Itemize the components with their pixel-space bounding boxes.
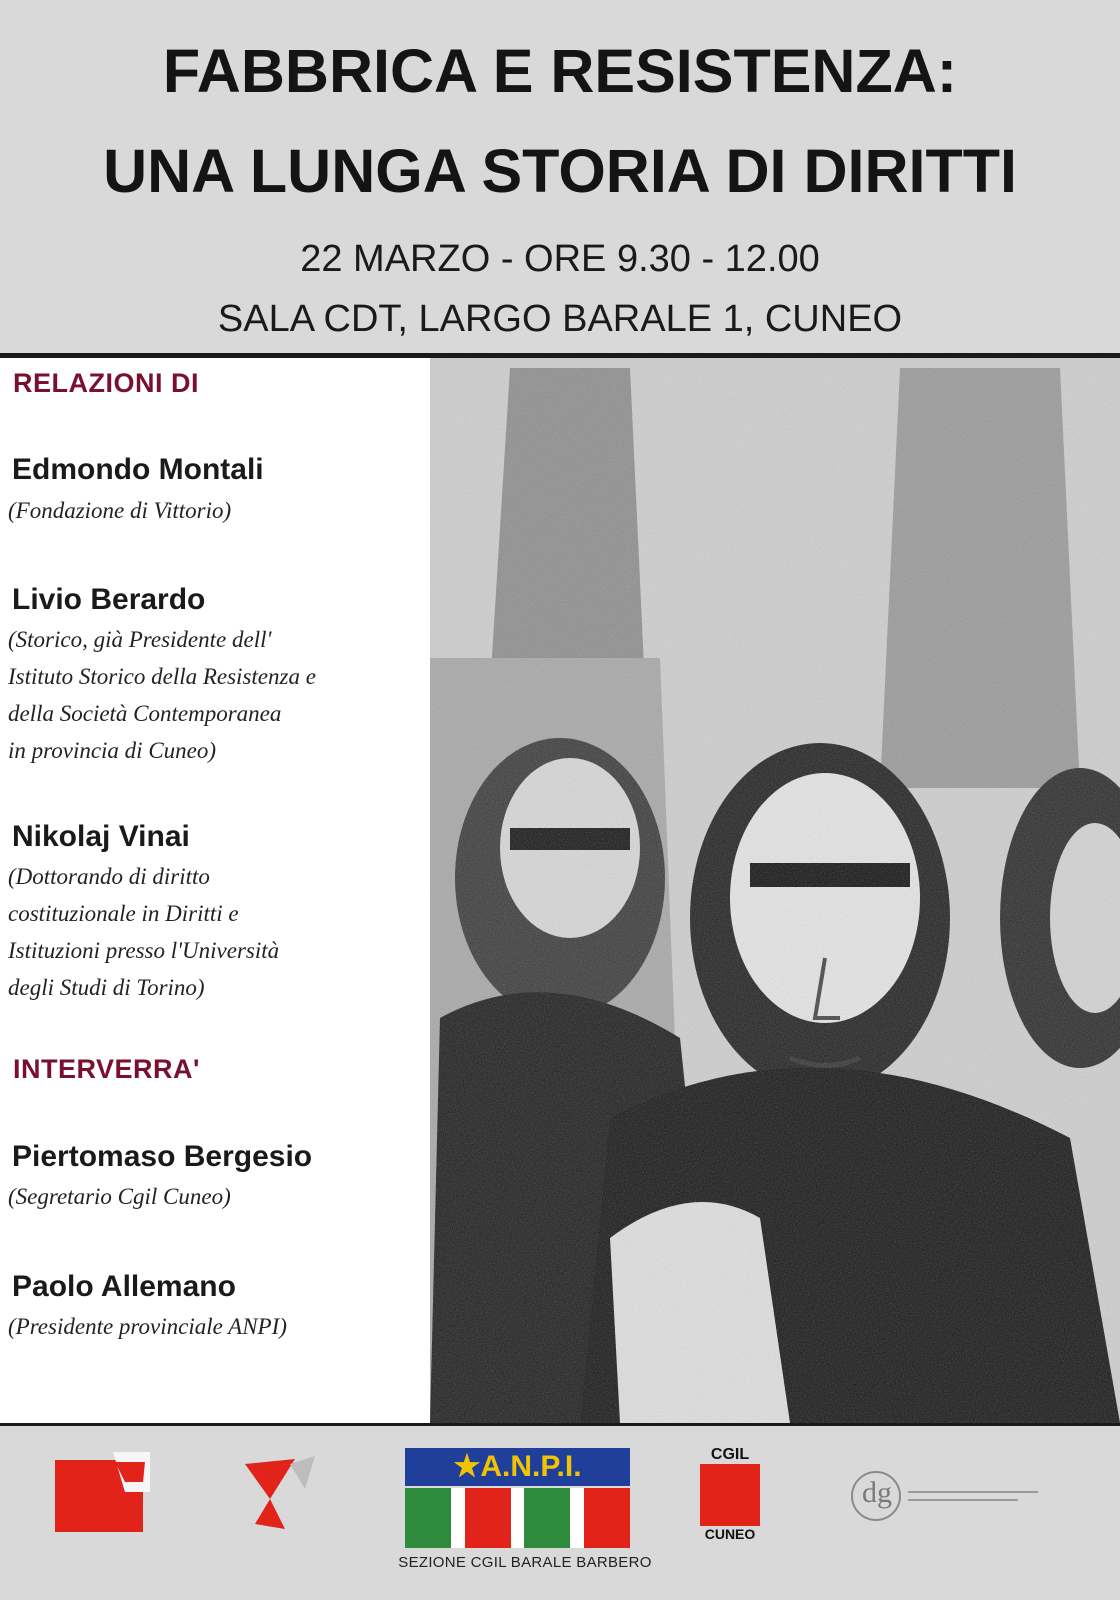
page-title-line1: FABBRICA E RESISTENZA: (162, 37, 958, 105)
cgil-cuneo-logo: CGIL CUNEO (700, 1446, 760, 1556)
relazioni-label: RELAZIONI DI (13, 368, 199, 398)
star-icon: ★ (453, 1450, 481, 1483)
guest-name: Paolo Allemano (12, 1270, 236, 1303)
speaker-role: (Dottorando di diritto costituzionale in Diritti e Istituzioni presso l'Università degli Studi di Torino) (8, 864, 280, 1000)
interverra-label: INTERVERRA' (13, 1054, 200, 1084)
workers-photo (430, 358, 1120, 1423)
red-arrow-logo (235, 1454, 320, 1534)
speaker-name: Edmondo Montali (12, 453, 264, 486)
event-date-time: 22 MARZO - ORE 9.30 - 12.00 (300, 238, 820, 280)
footer-logos (0, 1423, 1120, 1600)
speaker-name: Livio Berardo (12, 583, 206, 616)
anpi-caption: SEZIONE CGIL BARALE BARBERO (398, 1554, 652, 1571)
page-title-line2: UNA LUNGA STORIA DI DIRITTI (103, 137, 1017, 205)
dg-logo: dg (848, 1466, 1048, 1526)
speaker-role: (Storico, già Presidente dell' Istituto Storico della Resistenza e della Società Contemporanea in provincia di Cuneo) (8, 627, 316, 763)
header-banner (0, 0, 1120, 358)
anpi-logo: ★A.N.P.I. (405, 1448, 630, 1548)
speaker-name: Nikolaj Vinai (12, 820, 190, 853)
speakers-column (0, 358, 428, 1423)
guest-role: (Segretario Cgil Cuneo) (8, 1184, 231, 1209)
guest-name: Piertomaso Bergesio (12, 1140, 313, 1173)
red-square-logo (55, 1452, 150, 1532)
event-venue: SALA CDT, LARGO BARALE 1, CUNEO (217, 298, 903, 340)
guest-role: (Presidente provinciale ANPI) (8, 1314, 287, 1339)
speaker-role: (Fondazione di Vittorio) (8, 498, 232, 523)
